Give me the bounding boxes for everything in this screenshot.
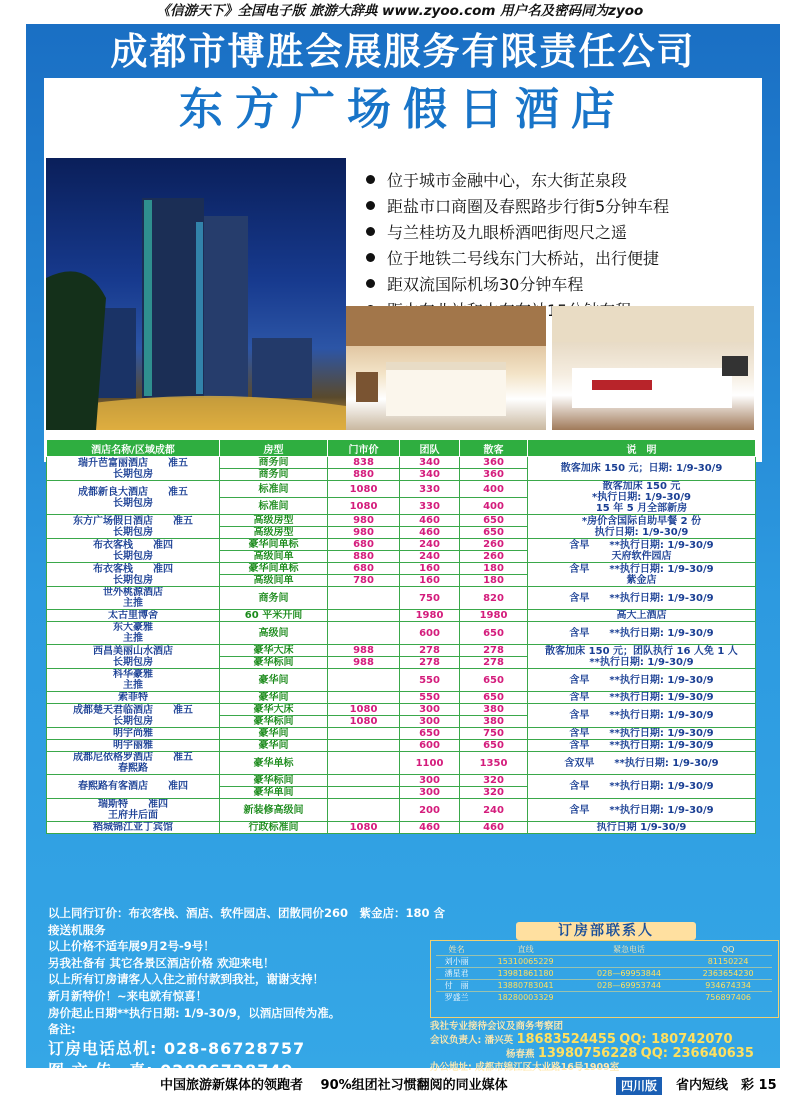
room-photo-2 bbox=[552, 306, 754, 430]
notes-block bbox=[48, 905, 448, 1082]
note-line: 以上价格不适车展9月2号-9号！ bbox=[48, 939, 215, 954]
group-price-cell: 278 bbox=[400, 645, 460, 657]
notes-cell: 含早 **执行日期: 1/9-30/9 bbox=[528, 704, 756, 728]
rack-price-cell bbox=[328, 587, 400, 610]
hotel-name-cell: 成都尼依格罗酒店 准五 春熙路 bbox=[47, 752, 220, 775]
group-price-cell: 200 bbox=[400, 799, 460, 822]
meeting-slogan: 我社专业接待会议及商务考察团 bbox=[430, 1021, 564, 1032]
group-price-cell: 460 bbox=[400, 527, 460, 539]
header-room-type: 房型 bbox=[220, 440, 328, 457]
header-group-price: 团队 bbox=[400, 440, 460, 457]
hotel-name-cell: 布衣客栈 准四 长期包房 bbox=[47, 539, 220, 563]
rack-price-cell: 1080 bbox=[328, 498, 400, 515]
rack-price-cell bbox=[328, 752, 400, 775]
feature-item: 距双流国际机场30分钟车程 bbox=[366, 272, 669, 298]
footer-section: 省内短线 彩 15 bbox=[676, 1078, 777, 1093]
notes-cell: 含早 **执行日期: 1/9-30/9 bbox=[528, 740, 756, 752]
individual-price-cell: 380 bbox=[460, 716, 528, 728]
hotel-name-cell: 成都楚天君临酒店 准五 长期包房 bbox=[47, 704, 220, 728]
contacts-table bbox=[436, 944, 772, 1003]
group-price-cell: 330 bbox=[400, 498, 460, 515]
table-row bbox=[47, 752, 756, 775]
notes-cell: 含早 **执行日期: 1/9-30/9 bbox=[528, 587, 756, 610]
rack-price-cell bbox=[328, 692, 400, 704]
individual-price-cell: 750 bbox=[460, 728, 528, 740]
hotel-name-cell: 索菲特 bbox=[47, 692, 220, 704]
bullet-icon bbox=[366, 227, 375, 236]
notes-cell: 含早 **执行日期: 1/9-30/9 bbox=[528, 728, 756, 740]
contact-row: 刘小丽 15310065229 81150224 bbox=[436, 956, 772, 968]
header-hotel: 酒店名称/区域成都 bbox=[47, 440, 220, 457]
contacts-header: 姓名 直线 紧急电话 QQ bbox=[448, 945, 735, 954]
edition-badge: 四川版 bbox=[616, 1077, 662, 1095]
notes-cell: 执行日期 1/9-30/9 bbox=[528, 822, 756, 834]
table-row bbox=[47, 481, 756, 498]
notes-cell: 含早 **执行日期: 1/9-30/9 天府软件园店 bbox=[528, 539, 756, 563]
group-price-cell: 300 bbox=[400, 704, 460, 716]
rack-price-cell bbox=[328, 622, 400, 645]
room-type-cell: 高级间单 bbox=[220, 551, 328, 563]
table-row bbox=[47, 775, 756, 787]
rack-price-cell: 780 bbox=[328, 575, 400, 587]
room-type-cell: 商务间 bbox=[220, 457, 328, 469]
hotel-name-cell: 科华豪雅 主推 bbox=[47, 669, 220, 692]
meeting-contact-1: 会议负责人: 潘兴英 18683524455 QQ: 180742070 bbox=[430, 1032, 733, 1047]
room-type-cell: 高级房型 bbox=[220, 527, 328, 539]
table-row bbox=[47, 563, 756, 575]
individual-price-cell: 278 bbox=[460, 657, 528, 669]
room-type-cell: 豪华间 bbox=[220, 669, 328, 692]
hotel-name-cell: 明宇尚雅 bbox=[47, 728, 220, 740]
hotel-name-cell: 太古里博舍 bbox=[47, 610, 220, 622]
note-line: 以上同行订价：布衣客栈、酒店、软件园店、团散同价260 紫金店：180 含接送机服务 bbox=[48, 906, 446, 937]
feature-item: 位于地铁二号线东门大桥站，出行便捷 bbox=[366, 246, 669, 272]
rack-price-cell bbox=[328, 740, 400, 752]
rack-price-cell: 1080 bbox=[328, 704, 400, 716]
room-type-cell: 豪华大床 bbox=[220, 645, 328, 657]
hotel-name-cell: 西昌美丽山水酒店 长期包房 bbox=[47, 645, 220, 669]
room-photo-1 bbox=[346, 306, 546, 430]
rack-price-cell: 980 bbox=[328, 527, 400, 539]
group-price-cell: 300 bbox=[400, 775, 460, 787]
bullet-icon bbox=[366, 201, 375, 210]
note-line: 以上所有订房请客人入住之前付款到我社，谢谢支持！ bbox=[48, 972, 324, 987]
rack-price-cell bbox=[328, 669, 400, 692]
individual-price-cell: 650 bbox=[460, 740, 528, 752]
group-price-cell: 550 bbox=[400, 669, 460, 692]
notes-cell: *房价含国际自助早餐 2 份 执行日期: 1/9-30/9 bbox=[528, 515, 756, 539]
individual-price-cell: 400 bbox=[460, 481, 528, 498]
rate-table-body bbox=[47, 457, 756, 834]
individual-price-cell: 260 bbox=[460, 551, 528, 563]
main-phone: 028-86728757 bbox=[163, 1038, 306, 1058]
hotel-name-cell: 东方广场假日酒店 准五 长期包房 bbox=[47, 515, 220, 539]
rack-price-cell: 838 bbox=[328, 457, 400, 469]
hotel-title: 东方广场假日酒店 bbox=[179, 84, 627, 135]
room-type-cell: 新装修高级间 bbox=[220, 799, 328, 822]
individual-price-cell: 240 bbox=[460, 799, 528, 822]
notes-cell: 含早 **执行日期: 1/9-30/9 bbox=[528, 622, 756, 645]
bullet-icon bbox=[366, 253, 375, 262]
individual-price-cell: 360 bbox=[460, 457, 528, 469]
notes-cell: 含早 **执行日期: 1/9-30/9 bbox=[528, 799, 756, 822]
note-line: 另我社备有 其它各景区酒店价格 欢迎来电！ bbox=[48, 955, 275, 970]
rack-price-cell: 988 bbox=[328, 645, 400, 657]
rack-price-cell: 880 bbox=[328, 551, 400, 563]
hotel-name-cell: 稻城锦江亚丁宾馆 bbox=[47, 822, 220, 834]
note-line: 备注: bbox=[48, 1022, 76, 1037]
room-type-cell: 豪华间单标 bbox=[220, 539, 328, 551]
individual-price-cell: 380 bbox=[460, 704, 528, 716]
group-price-cell: 340 bbox=[400, 469, 460, 481]
room-type-cell: 豪华大床 bbox=[220, 704, 328, 716]
group-price-cell: 1100 bbox=[400, 752, 460, 775]
contacts-title: 订房部联系人 bbox=[516, 922, 696, 940]
feature-list bbox=[366, 168, 669, 324]
footer-slogan: 中国旅游新媒体的领跑者 90%组团社习惯翻阅的同业媒体 bbox=[160, 1078, 508, 1093]
hotel-name-cell: 成都新良大酒店 准五 长期包房 bbox=[47, 481, 220, 515]
feature-item: 位于城市金融中心，东大街芷泉段 bbox=[366, 168, 669, 194]
individual-price-cell: 650 bbox=[460, 692, 528, 704]
rack-price-cell bbox=[328, 775, 400, 787]
table-row bbox=[47, 822, 756, 834]
fax-number: 02886728749 bbox=[160, 1060, 294, 1080]
notes-cell: 含双早 **执行日期: 1/9-30/9 bbox=[528, 752, 756, 775]
hotel-name-cell: 明宇丽雅 bbox=[47, 740, 220, 752]
table-row bbox=[47, 728, 756, 740]
rack-price-cell bbox=[328, 799, 400, 822]
bullet-icon bbox=[366, 279, 375, 288]
table-row bbox=[47, 645, 756, 657]
table-row bbox=[47, 799, 756, 822]
notes-cell: 含早 **执行日期: 1/9-30/9 紫金店 bbox=[528, 563, 756, 587]
group-price-cell: 460 bbox=[400, 822, 460, 834]
hotel-name-cell: 东大豪雅 主推 bbox=[47, 622, 220, 645]
meeting-contact-2: 杨春燕 13980756228 QQ: 236640635 bbox=[506, 1046, 754, 1061]
group-price-cell: 1980 bbox=[400, 610, 460, 622]
hotel-name-cell: 世外桃源酒店 主推 bbox=[47, 587, 220, 610]
room-type-cell: 豪华间 bbox=[220, 692, 328, 704]
feature-item: 与兰桂坊及九眼桥酒吧街咫尺之遥 bbox=[366, 220, 669, 246]
feature-item: 距盐市口商圈及春熙路步行街5分钟车程 bbox=[366, 194, 669, 220]
room-type-cell: 行政标准间 bbox=[220, 822, 328, 834]
rack-price-cell bbox=[328, 728, 400, 740]
rate-table bbox=[46, 439, 756, 834]
rack-price-cell: 1080 bbox=[328, 481, 400, 498]
hotel-name-cell: 春熙路有客酒店 准四 bbox=[47, 775, 220, 799]
company-name: 成都市博胜会展服务有限责任公司 bbox=[110, 30, 696, 73]
office-address: 办公地址: 成都市锦江区大业路16号1909室 bbox=[430, 1062, 620, 1073]
rack-price-cell: 1080 bbox=[328, 716, 400, 728]
room-type-cell: 豪华间单标 bbox=[220, 563, 328, 575]
top-banner: 《信游天下》全国电子版 旅游大辞典 www.zyoo.com 用户名及密码同为zyoo bbox=[156, 3, 644, 19]
group-price-cell: 550 bbox=[400, 692, 460, 704]
contact-row: 付 丽 13880783041 028—69953744 934674334 bbox=[436, 980, 772, 992]
hotel-panel bbox=[44, 78, 762, 462]
hotel-name-cell: 布衣客栈 准四 长期包房 bbox=[47, 563, 220, 587]
table-row bbox=[47, 704, 756, 716]
note-line: 新月新特价！~来电就有惊喜！ bbox=[48, 988, 208, 1003]
room-type-cell: 60 平米开间 bbox=[220, 610, 328, 622]
group-price-cell: 650 bbox=[400, 728, 460, 740]
individual-price-cell: 260 bbox=[460, 539, 528, 551]
header-individual-price: 散客 bbox=[460, 440, 528, 457]
contact-row: 罗盛兰 18280003329 756897406 bbox=[436, 992, 772, 1004]
individual-price-cell: 278 bbox=[460, 645, 528, 657]
group-price-cell: 340 bbox=[400, 457, 460, 469]
group-price-cell: 278 bbox=[400, 657, 460, 669]
table-row bbox=[47, 692, 756, 704]
room-type-cell: 商务间 bbox=[220, 469, 328, 481]
group-price-cell: 160 bbox=[400, 563, 460, 575]
table-row bbox=[47, 669, 756, 692]
group-price-cell: 160 bbox=[400, 575, 460, 587]
individual-price-cell: 820 bbox=[460, 587, 528, 610]
group-price-cell: 460 bbox=[400, 515, 460, 527]
table-row bbox=[47, 622, 756, 645]
rack-price-cell: 680 bbox=[328, 563, 400, 575]
fax-line: 图 文 传 真: 02886728749 bbox=[48, 1060, 294, 1080]
notes-cell: 高大上酒店 bbox=[528, 610, 756, 622]
room-type-cell: 高级间单 bbox=[220, 575, 328, 587]
rack-price-cell: 1080 bbox=[328, 822, 400, 834]
group-price-cell: 600 bbox=[400, 622, 460, 645]
notes-cell: 散客加床 150 元；团队执行 16 人免 1 人 **执行日期: 1/9-30/9 bbox=[528, 645, 756, 669]
rack-price-cell: 988 bbox=[328, 657, 400, 669]
individual-price-cell: 1980 bbox=[460, 610, 528, 622]
rate-table-header bbox=[47, 440, 756, 457]
room-type-cell: 标准间 bbox=[220, 498, 328, 515]
group-price-cell: 330 bbox=[400, 481, 460, 498]
hotel-tower-photo bbox=[46, 158, 346, 430]
table-row bbox=[47, 515, 756, 527]
rack-price-cell: 880 bbox=[328, 469, 400, 481]
room-type-cell: 豪华单间 bbox=[220, 787, 328, 799]
individual-price-cell: 460 bbox=[460, 822, 528, 834]
room-type-cell: 豪华标间 bbox=[220, 716, 328, 728]
hotel-name-cell: 瑞升芭富丽酒店 准五 长期包房 bbox=[47, 457, 220, 481]
table-row bbox=[47, 587, 756, 610]
table-row bbox=[47, 610, 756, 622]
table-row bbox=[47, 539, 756, 551]
room-type-cell: 豪华标间 bbox=[220, 657, 328, 669]
group-price-cell: 750 bbox=[400, 587, 460, 610]
group-price-cell: 300 bbox=[400, 787, 460, 799]
hotel-name-cell: 瑞斯特 准四 王府井后面 bbox=[47, 799, 220, 822]
group-price-cell: 240 bbox=[400, 539, 460, 551]
individual-price-cell: 650 bbox=[460, 527, 528, 539]
room-type-cell: 高级间 bbox=[220, 622, 328, 645]
table-row bbox=[47, 457, 756, 469]
individual-price-cell: 320 bbox=[460, 775, 528, 787]
header-rack-price: 门市价 bbox=[328, 440, 400, 457]
main-phone-line: 订房电话总机: 028-86728757 bbox=[48, 1038, 306, 1058]
bullet-icon bbox=[366, 175, 375, 184]
individual-price-cell: 1350 bbox=[460, 752, 528, 775]
rack-price-cell bbox=[328, 787, 400, 799]
notes-cell: 含早 **执行日期: 1/9-30/9 bbox=[528, 669, 756, 692]
group-price-cell: 300 bbox=[400, 716, 460, 728]
rack-price-cell bbox=[328, 610, 400, 622]
group-price-cell: 600 bbox=[400, 740, 460, 752]
contacts-panel bbox=[430, 922, 777, 1073]
notes-cell: 含早 **执行日期: 1/9-30/9 bbox=[528, 692, 756, 704]
meeting-info bbox=[430, 1020, 777, 1074]
room-type-cell: 标准间 bbox=[220, 481, 328, 498]
individual-price-cell: 180 bbox=[460, 563, 528, 575]
room-type-cell: 豪华标间 bbox=[220, 775, 328, 787]
room-type-cell: 商务间 bbox=[220, 587, 328, 610]
individual-price-cell: 180 bbox=[460, 575, 528, 587]
individual-price-cell: 400 bbox=[460, 498, 528, 515]
individual-price-cell: 650 bbox=[460, 669, 528, 692]
room-type-cell: 豪华间 bbox=[220, 728, 328, 740]
room-type-cell: 高级房型 bbox=[220, 515, 328, 527]
table-row bbox=[47, 740, 756, 752]
rack-price-cell: 680 bbox=[328, 539, 400, 551]
individual-price-cell: 650 bbox=[460, 622, 528, 645]
individual-price-cell: 320 bbox=[460, 787, 528, 799]
group-price-cell: 240 bbox=[400, 551, 460, 563]
contact-row: 潘星君 13981861180 028—69953844 2363654230 bbox=[436, 968, 772, 980]
individual-price-cell: 360 bbox=[460, 469, 528, 481]
page-footer bbox=[0, 1074, 800, 1098]
header-notes: 说 明 bbox=[528, 440, 756, 457]
note-line: 房价起止日期**执行日期: 1/9-30/9，以酒店回传为准。 bbox=[48, 1005, 341, 1020]
room-type-cell: 豪华间 bbox=[220, 740, 328, 752]
notes-cell: 含早 **执行日期: 1/9-30/9 bbox=[528, 775, 756, 799]
room-type-cell: 豪华单标 bbox=[220, 752, 328, 775]
notes-cell: 散客加床 150 元 *执行日期: 1/9-30/9 15 年 5 月全部新房 bbox=[528, 481, 756, 515]
notes-cell: 散客加床 150 元；日期: 1/9-30/9 bbox=[528, 457, 756, 481]
individual-price-cell: 650 bbox=[460, 515, 528, 527]
rack-price-cell: 980 bbox=[328, 515, 400, 527]
